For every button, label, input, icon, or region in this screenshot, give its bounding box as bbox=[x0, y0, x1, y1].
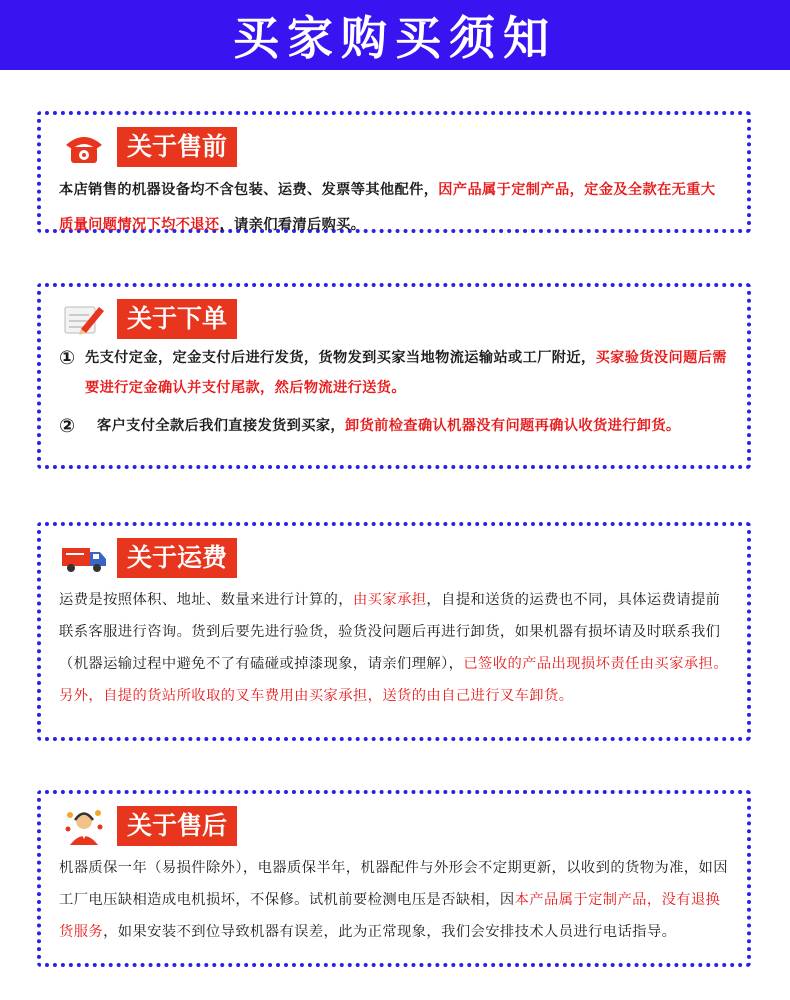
section-body bbox=[59, 173, 729, 243]
body-text: ，自提和送货的运费也不同，具体运费请提前联系客服进行咨询。货到后要先进行验货，验货没问题后再进行卸货，如果机器有损坏请及时联系我们（机器运输过程中避免不了有磕碰或掉漆现象，请亲们理解）， bbox=[59, 592, 721, 672]
section-shipping bbox=[37, 522, 751, 741]
step-number: ① bbox=[59, 347, 76, 369]
customer-service-icon bbox=[59, 805, 109, 847]
section-presale bbox=[37, 111, 751, 233]
section-header bbox=[59, 804, 729, 848]
highlight-text: 买家验货没问题后需要进行定金确认并支付尾款，然后物流进行送货。 bbox=[85, 350, 727, 396]
step-number: ② bbox=[59, 415, 76, 437]
highlight-text: 已签收的产品出现损坏责任由买家承担。另外，自提的货站所收取的叉车费用由买家承担，送货的由自己进行叉车卸货。 bbox=[59, 656, 728, 704]
section-title: 关于售后 bbox=[117, 806, 237, 846]
body-text: 机器质保一年（易损件除外），电器质保半年，机器配件与外形会不定期更新，以收到的货物为准，如因工厂电压缺相造成电机损坏，不保修。试机前要检测电压是否缺相，因 bbox=[59, 860, 728, 908]
section-body bbox=[59, 584, 729, 712]
header-banner bbox=[0, 0, 790, 70]
section-header bbox=[59, 536, 729, 580]
section-header bbox=[59, 125, 729, 169]
highlight-text: 本产品属于定制产品，没有退换货服务 bbox=[59, 892, 721, 940]
section-title: 关于售前 bbox=[117, 127, 237, 167]
step-item bbox=[59, 343, 729, 403]
section-title: 关于运费 bbox=[117, 538, 237, 578]
section-title: 关于下单 bbox=[117, 299, 237, 339]
phone-icon bbox=[59, 126, 109, 168]
body-text: ，如果安装不到位导致机器有误差，此为正常现象，我们会安排技术人员进行电话指导。 bbox=[103, 924, 677, 940]
step-item bbox=[59, 411, 729, 441]
body-text: 客户支付全款后我们直接发货到买家， bbox=[97, 418, 345, 434]
highlight-text: 卸货前检查确认机器没有问题再确认收货进行卸货。 bbox=[345, 418, 681, 434]
body-text: 本店销售的机器设备均不含包装、运费、发票等其他配件， bbox=[59, 182, 439, 198]
body-text: ，请亲们看清后购买。 bbox=[219, 217, 366, 233]
section-ordering bbox=[37, 283, 751, 469]
section-body bbox=[59, 343, 729, 441]
section-body bbox=[59, 852, 729, 948]
highlight-text: 因产品属于定制产品，定金及全款在无重大质量问题情况下均不退还 bbox=[59, 182, 716, 233]
page-title: 买家购买须知 bbox=[233, 11, 557, 65]
section-header bbox=[59, 297, 729, 341]
section-aftersale bbox=[37, 790, 751, 967]
body-text: 先支付定金，定金支付后进行发货，货物发到买家当地物流运输站或工厂附近， bbox=[85, 350, 596, 366]
delivery-truck-icon bbox=[59, 537, 109, 579]
highlight-text: 由买家承担 bbox=[352, 592, 427, 608]
order-pen-icon bbox=[59, 298, 109, 340]
body-text: 运费是按照体积、地址、数量来进行计算的， bbox=[59, 592, 353, 608]
